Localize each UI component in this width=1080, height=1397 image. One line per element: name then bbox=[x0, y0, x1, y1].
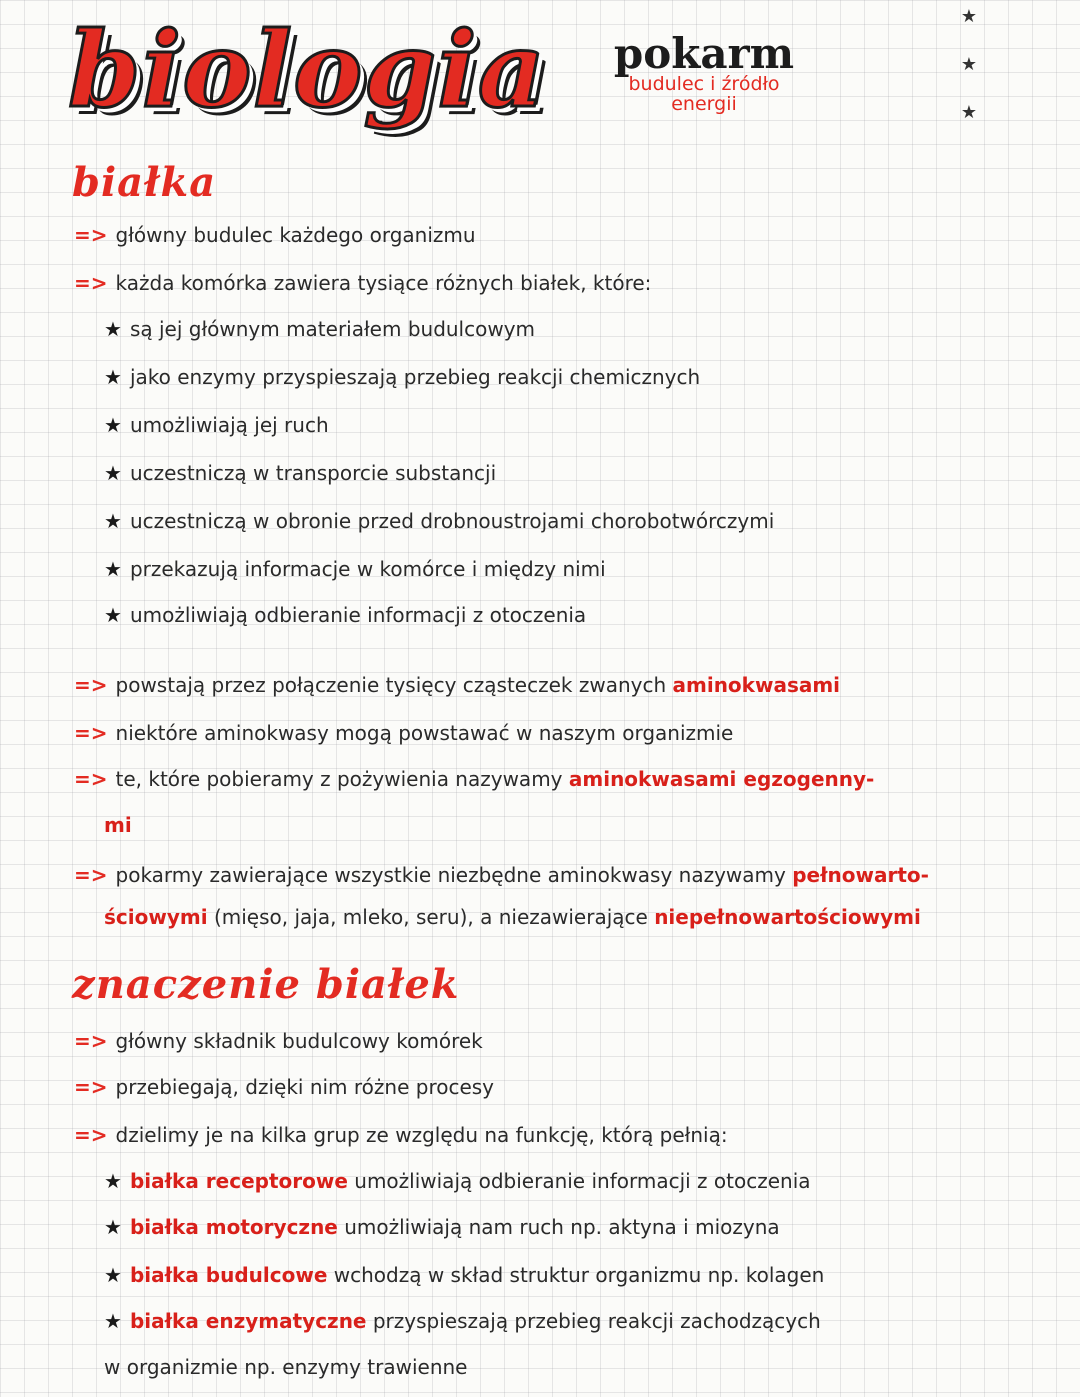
subtitle-main: pokarm bbox=[613, 29, 795, 78]
bullet-line: ★ uczestniczą w transporcie substancji bbox=[104, 461, 497, 485]
star-bullet-icon: ★ bbox=[104, 365, 122, 389]
star-bullet-icon: ★ bbox=[104, 317, 122, 341]
bullet-line: ★ białka enzymatyczne przyspieszają przebieg reakcji zachodzących bbox=[104, 1309, 821, 1333]
bullet-line: ★ białka budulcowe wchodzą w skład struktur organizmu np. kolagen bbox=[104, 1263, 825, 1287]
arrow-icon: => bbox=[74, 1029, 108, 1053]
star-bullet-icon: ★ bbox=[104, 557, 122, 581]
note-line-continued bbox=[104, 810, 1034, 840]
note-line: => powstają przez połączenie tysięcy cząsteczek zwanych aminokwasami bbox=[74, 673, 841, 697]
highlight-term: pełnowarto- bbox=[792, 863, 929, 887]
bullet-line: ★ są jej głównym materiałem budulcowym bbox=[104, 317, 536, 341]
star-bullet-icon: ★ bbox=[104, 1169, 122, 1193]
star-bullet-icon: ★ bbox=[104, 509, 122, 533]
subtitle-line-1: budulec i źródło bbox=[628, 73, 780, 95]
arrow-icon: => bbox=[74, 223, 108, 247]
highlight-term: niepełnowartościowymi bbox=[654, 905, 921, 929]
highlight-term: białka enzymatyczne bbox=[129, 1309, 367, 1333]
note-line: => pokarmy zawierające wszystkie niezbędne aminokwasy nazywamy pełnowarto- bbox=[74, 863, 929, 887]
note-line-continued: w organizmie np. enzymy trawienne bbox=[104, 1355, 468, 1379]
bullet-line: ★ umożliwiają jej ruch bbox=[104, 413, 329, 437]
note-line-continued: ściowymi (mięso, jaja, mleko, seru), a niezawierające niepełnowartościowymi bbox=[104, 905, 921, 929]
arrow-icon: => bbox=[74, 271, 108, 295]
arrow-icon: => bbox=[74, 721, 108, 745]
bullet-line: ★ białka receptorowe umożliwiają odbieranie informacji z otoczenia bbox=[104, 1169, 811, 1193]
arrow-icon: => bbox=[74, 673, 108, 697]
corner-stars bbox=[954, 6, 984, 150]
highlight-term: mi bbox=[104, 813, 132, 837]
arrow-icon: => bbox=[74, 1123, 108, 1147]
highlight-term: białka motoryczne bbox=[129, 1215, 338, 1239]
note-line: => niektóre aminokwasy mogą powstawać w naszym organizmie bbox=[74, 721, 734, 745]
bullet-line: ★ uczestniczą w obronie przed drobnoustrojami chorobotwórczymi bbox=[104, 509, 775, 533]
star-bullet-icon: ★ bbox=[104, 1309, 122, 1333]
highlight-term: aminokwasami egzogenny- bbox=[568, 767, 875, 791]
bullet-line: ★ umożliwiają odbieranie informacji z otoczenia bbox=[104, 603, 587, 627]
star-icon: ★ bbox=[960, 6, 978, 27]
note-line: => przebiegają, dzięki nim różne procesy bbox=[74, 1075, 495, 1099]
highlight-term: białka receptorowe bbox=[129, 1169, 348, 1193]
arrow-icon: => bbox=[74, 863, 108, 887]
highlight-term: białka budulcowe bbox=[129, 1263, 328, 1287]
bullet-line: ★ jako enzymy przyspieszają przebieg reakcji chemicznych bbox=[104, 365, 701, 389]
arrow-icon: => bbox=[74, 767, 108, 791]
arrow-icon: => bbox=[74, 1075, 108, 1099]
section-heading-importance: znaczenie białek bbox=[72, 961, 460, 1008]
page-title: biologia bbox=[68, 8, 547, 131]
star-icon: ★ bbox=[960, 54, 978, 75]
star-bullet-icon: ★ bbox=[104, 413, 122, 437]
star-bullet-icon: ★ bbox=[104, 1215, 122, 1239]
bullet-line: ★ przekazują informacje w komórce i między nimi bbox=[104, 557, 606, 581]
highlight-term: aminokwasami bbox=[672, 673, 841, 697]
note-line: => główny budulec każdego organizmu bbox=[74, 223, 476, 247]
note-line: => dzielimy je na kilka grup ze względu na funkcję, którą pełnią: bbox=[74, 1123, 728, 1147]
star-icon: ★ bbox=[960, 102, 978, 123]
bullet-line: ★ białka motoryczne umożliwiają nam ruch np. aktyna i miozyna bbox=[104, 1215, 780, 1239]
highlight-term: ściowymi bbox=[104, 905, 208, 929]
subtitle-block bbox=[594, 29, 814, 115]
star-bullet-icon: ★ bbox=[104, 1263, 122, 1287]
star-bullet-icon: ★ bbox=[104, 461, 122, 485]
note-line: => główny składnik budulcowy komórek bbox=[74, 1029, 483, 1053]
star-bullet-icon: ★ bbox=[104, 603, 122, 627]
note-line: => każda komórka zawiera tysiące różnych białek, które: bbox=[74, 271, 652, 295]
section-heading-proteins: białka bbox=[72, 159, 217, 206]
subtitle-line-2: energii bbox=[671, 93, 737, 115]
note-line: => te, które pobieramy z pożywienia nazywamy aminokwasami egzogenny- bbox=[74, 767, 875, 791]
